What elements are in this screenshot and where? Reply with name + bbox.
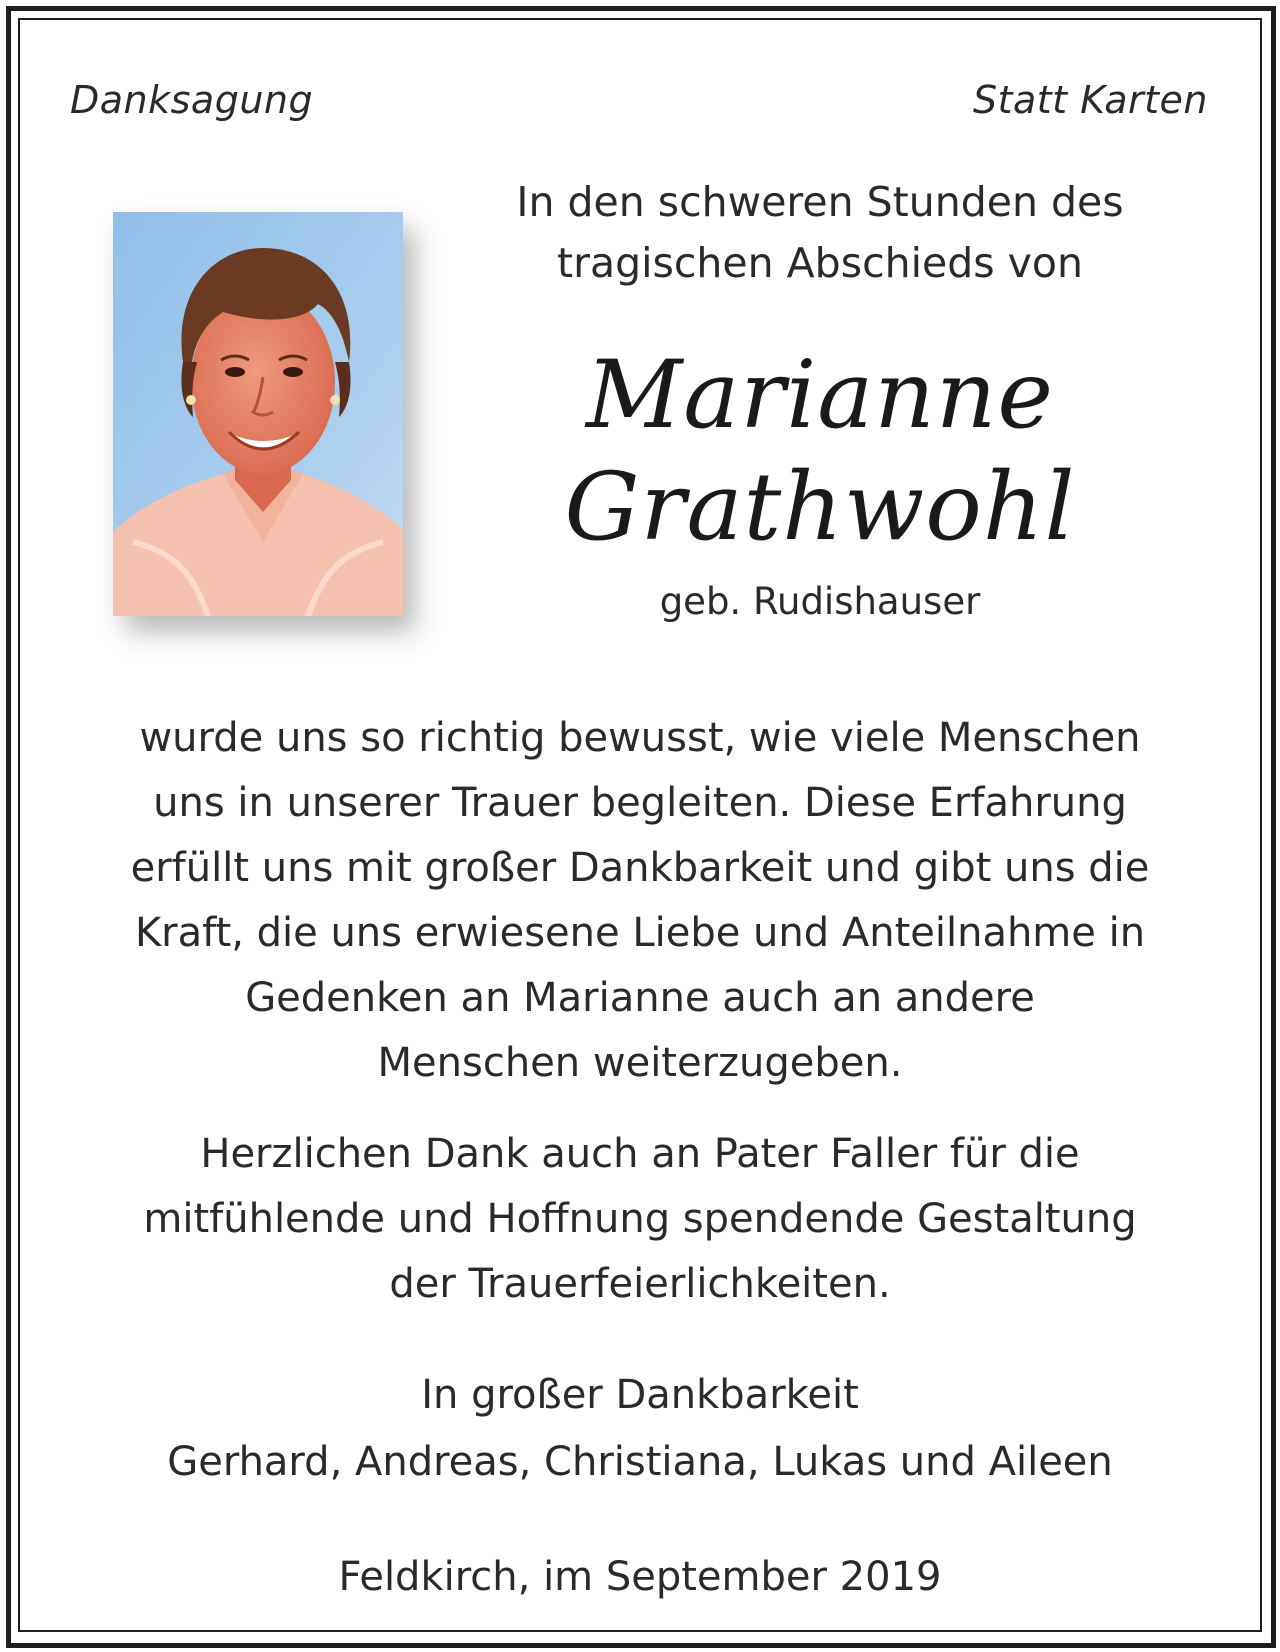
paragraph-line: Menschen weiterzugeben. [377, 1040, 903, 1086]
maiden-name: geb. Rudishauser [659, 580, 981, 623]
paragraph-line: mitfühlende und Hoffnung spendende Gestaltung [143, 1196, 1137, 1242]
deceased-name [460, 340, 1180, 564]
intro-line: tragischen Abschieds von [557, 239, 1083, 287]
closing-line: In großer Dankbarkeit [421, 1372, 859, 1418]
thanks-paragraph-priest [60, 1122, 1220, 1317]
place-date [60, 1544, 1220, 1611]
paragraph-line: Herzlichen Dank auch an Pater Faller für die [200, 1131, 1080, 1177]
paragraph-line: erfüllt uns mit großer Dankbarkeit und gibt uns die [130, 845, 1150, 891]
place-date-line: Feldkirch, im September 2019 [338, 1554, 942, 1600]
paragraph-line: Gedenken an Marianne auch an andere [245, 975, 1035, 1021]
paragraph-line: uns in unserer Trauer begleiten. Diese Erfahrung [153, 780, 1127, 826]
header-statt-karten: Statt Karten [972, 78, 1208, 122]
family-names: Gerhard, Andreas, Christiana, Lukas und Aileen [167, 1439, 1113, 1485]
paragraph-line: der Trauerfeierlichkeiten. [389, 1261, 891, 1307]
first-name: Marianne [585, 341, 1055, 450]
closing-signature [60, 1362, 1220, 1496]
paragraph-line: wurde uns so richtig bewusst, wie viele Menschen [139, 715, 1141, 761]
portrait-photo [113, 212, 403, 616]
paragraph-line: Kraft, die uns erwiesene Liebe und Anteilnahme in [134, 910, 1146, 956]
last-name: Grathwohl [564, 453, 1076, 562]
header-danksagung: Danksagung [70, 78, 314, 122]
intro-text [460, 172, 1180, 294]
thanks-paragraph [60, 706, 1220, 1096]
intro-line: In den schweren Stunden des [516, 178, 1124, 226]
